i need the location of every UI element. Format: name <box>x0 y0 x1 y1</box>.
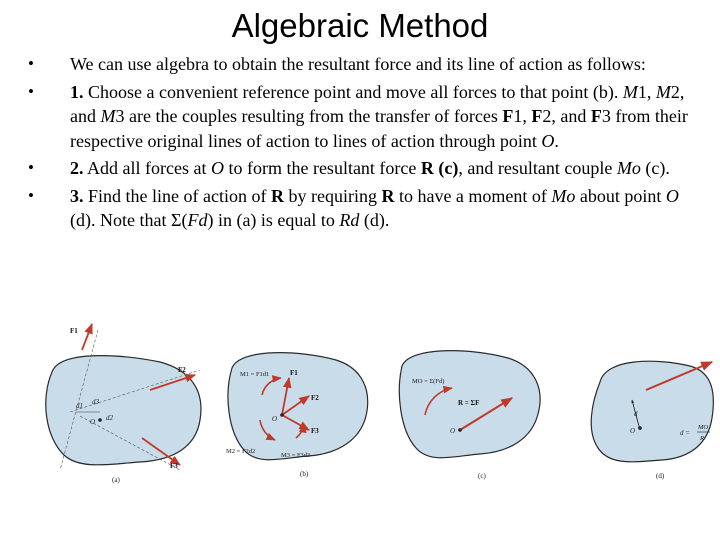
caption-c: (c) <box>478 472 486 480</box>
bullet-text-run: 1, <box>513 106 532 126</box>
bullet-text-run: R <box>270 185 284 206</box>
label-b-M1: M1 = F1d1 <box>240 371 270 378</box>
bullet-text-run: , and resultant couple <box>458 158 617 178</box>
panel-b <box>226 353 368 478</box>
bullet-text <box>70 82 688 151</box>
bullet-text-run: 3 are the couples resulting from the transfer of forces <box>115 106 503 126</box>
slide-title: Algebraic Method <box>231 7 489 44</box>
panel-a <box>46 324 201 484</box>
bullet-text-run: ) in (a) is equal to <box>207 210 340 230</box>
bullet-text-run: R <box>420 158 434 178</box>
bullet-dot: • <box>28 158 34 177</box>
bullet-text-run: 2, and <box>70 81 685 126</box>
caption-a: (a) <box>112 476 120 484</box>
bullet-text-run: 1. <box>70 81 84 102</box>
bullet-text-run: by requiring <box>283 185 382 206</box>
label-b-M2: M2 = F2d2 <box>226 448 256 455</box>
bullet-text-run: O <box>665 185 679 206</box>
bullet-text-run: 3. <box>70 185 84 206</box>
label-c-O: O <box>450 427 456 435</box>
bullet-text-run: 2. <box>70 158 84 178</box>
bullet-item <box>28 52 688 77</box>
bullet-dot: • <box>28 54 34 73</box>
bullet-item <box>28 80 688 154</box>
bullet-text-run: (c) <box>438 158 459 178</box>
bullet-text-run: (c). <box>640 158 670 178</box>
bullet-text <box>70 158 670 178</box>
bullet-text-run: (d). <box>359 210 390 230</box>
bullet-item <box>28 156 688 181</box>
bullet-text-run: 2, and <box>542 106 591 126</box>
force-diagrams <box>0 320 720 500</box>
bullet-text-run: 3 from their respective original lines of action to lines of action through point <box>70 106 688 151</box>
body-shape <box>228 353 368 460</box>
label-d-eq-num: MO <box>698 424 709 431</box>
bullet-text-run: to form the resultant force <box>223 158 421 178</box>
label-b-F2: F2 <box>311 394 319 402</box>
bullet-text-run: . <box>554 130 559 151</box>
label-d-d: d <box>634 410 638 418</box>
bullet-text-run: M <box>622 81 638 102</box>
label-d-O: O <box>630 427 636 435</box>
bullet-text-run: Add all forces at <box>83 158 211 178</box>
bullet-list <box>28 52 688 236</box>
bullet-text-run: (d). Note that Σ( <box>70 210 188 230</box>
panel-d <box>591 361 713 480</box>
bullet-text-run: M <box>100 106 116 126</box>
label-a-d2: d2 <box>106 414 113 422</box>
bullet-text <box>70 186 679 231</box>
label-c-R: R = ΣF <box>458 399 480 407</box>
bullet-text-run: about point <box>575 185 666 206</box>
bullet-text-run: 1, <box>637 81 656 102</box>
label-a-d3: d3 <box>92 398 99 406</box>
label-a-F1: F1 <box>70 327 78 335</box>
label-a-d1: d1 <box>76 402 83 410</box>
body-shape <box>591 361 713 462</box>
bullet-dot: • <box>28 185 34 205</box>
label-c-MO: MO = Σ(Fd) <box>412 378 445 385</box>
bullet-text-run: F <box>531 106 543 126</box>
caption-d: (d) <box>656 472 665 480</box>
bullet-item <box>28 184 688 233</box>
bullet-text-run: Choose a convenient reference point and move all forces to that point (b). <box>83 81 623 102</box>
bullet-text-run: R <box>381 185 395 206</box>
bullet-text-run: to have a moment of <box>394 185 552 206</box>
label-b-O: O <box>272 415 278 423</box>
bullet-text-run: F <box>590 106 602 126</box>
bullet-text-run: Find the line of action of <box>83 185 271 206</box>
caption-b: (b) <box>300 470 309 478</box>
bullet-text-run: M <box>655 81 671 102</box>
bullet-text-run: O <box>541 130 555 151</box>
panel-c <box>399 351 540 480</box>
label-d-eq-den: R <box>700 435 704 442</box>
label-a-F3: F3 <box>170 462 178 470</box>
label-b-M3: M3 = F3d3 <box>281 452 311 459</box>
bullet-text-run: Rd <box>339 210 360 230</box>
bullet-text-run: O <box>210 158 224 178</box>
label-a-O: O <box>90 418 96 426</box>
bullet-text-run: Mo <box>616 158 641 178</box>
bullet-text-run: We can use algebra to obtain the resultant force and its line of action as follows: <box>70 54 646 74</box>
bullet-text <box>70 54 646 74</box>
bullet-text-run: Mo <box>551 185 576 206</box>
bullet-dot: • <box>28 81 34 101</box>
bullet-text-run: Fd <box>187 210 208 230</box>
bullet-text-run: F <box>502 106 514 126</box>
label-a-F2: F2 <box>178 366 186 374</box>
label-b-F3: F3 <box>311 427 319 435</box>
label-b-F1: F1 <box>290 369 298 377</box>
label-d-eq: d = <box>680 429 690 437</box>
